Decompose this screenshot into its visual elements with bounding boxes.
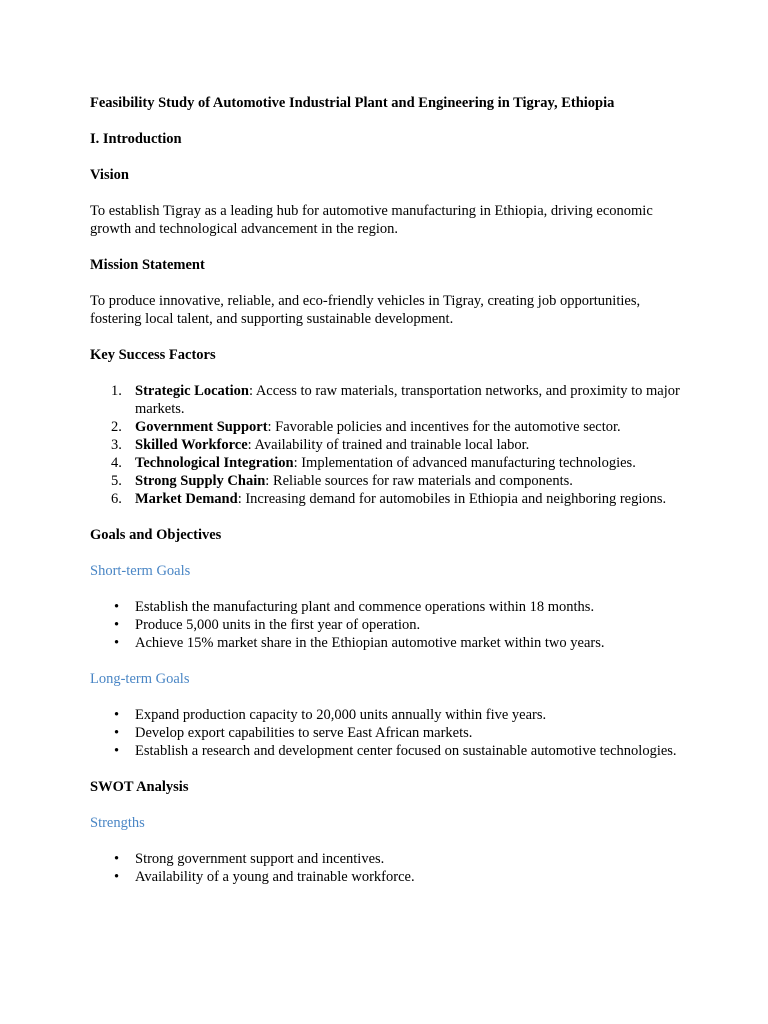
list-item — [90, 850, 690, 868]
vision-text: To establish Tigray as a leading hub for automotive manufacturing in Ethiopia, driving economic growth and technological advancement in the region. — [90, 203, 653, 237]
list-item — [90, 634, 690, 652]
bullet-icon: • — [114, 707, 120, 723]
bullet-icon: • — [114, 635, 120, 651]
goal-text: Establish a research and development center focused on sustainable automotive technologies. — [135, 743, 677, 759]
goal-text: Develop export capabilities to serve East African markets. — [135, 725, 473, 741]
factor-description: : Availability of trained and trainable local labor. — [247, 437, 530, 453]
bullet-icon: • — [114, 869, 120, 885]
list-item — [90, 868, 690, 886]
list-number: 3. — [111, 437, 122, 453]
factor-term: Strategic Location — [135, 383, 249, 399]
document-title: Feasibility Study of Automotive Industrial Plant and Engineering in Tigray, Ethiopia — [90, 95, 615, 111]
factor-description: : Favorable policies and incentives for the automotive sector. — [267, 419, 621, 435]
factor-term: Market Demand — [135, 491, 238, 507]
mission-text: To produce innovative, reliable, and eco-friendly vehicles in Tigray, creating job opportunities, fostering local talent, and supporting sustainable development. — [90, 293, 641, 327]
long-term-goals-heading: Long-term Goals — [90, 671, 190, 687]
list-item — [90, 742, 690, 760]
list-item — [90, 454, 690, 472]
goal-text: Establish the manufacturing plant and commence operations within 18 months. — [135, 599, 595, 615]
strength-text: Availability of a young and trainable workforce. — [135, 869, 415, 885]
swot-heading: SWOT Analysis — [90, 779, 189, 795]
bullet-icon: • — [114, 617, 120, 633]
list-number: 5. — [111, 473, 122, 489]
section-heading-introduction: I. Introduction — [90, 131, 182, 147]
list-number: 1. — [111, 383, 122, 399]
list-item — [90, 436, 690, 454]
list-number: 2. — [111, 419, 122, 435]
short-term-goals-heading: Short-term Goals — [90, 563, 191, 579]
list-item — [90, 724, 690, 742]
bullet-icon: • — [114, 743, 120, 759]
vision-heading: Vision — [90, 167, 129, 183]
long-term-goals-list — [90, 706, 690, 760]
list-item — [90, 706, 690, 724]
mission-heading: Mission Statement — [90, 257, 205, 273]
bullet-icon: • — [114, 599, 120, 615]
factor-description: : Reliable sources for raw materials and components. — [265, 473, 573, 489]
document-body — [90, 94, 690, 886]
key-success-factors-list — [90, 382, 690, 508]
bullet-icon: • — [114, 851, 120, 867]
list-item — [90, 490, 690, 508]
factor-term: Skilled Workforce — [135, 437, 248, 453]
goal-text: Achieve 15% market share in the Ethiopian automotive market within two years. — [135, 635, 605, 651]
strength-text: Strong government support and incentives. — [135, 851, 385, 867]
short-term-goals-list — [90, 598, 690, 652]
factor-term: Government Support — [135, 419, 268, 435]
factor-description: : Increasing demand for automobiles in Ethiopia and neighboring regions. — [237, 491, 667, 507]
bullet-icon: • — [114, 725, 120, 741]
goal-text: Produce 5,000 units in the first year of operation. — [135, 617, 421, 633]
goals-heading: Goals and Objectives — [90, 527, 222, 543]
strengths-list — [90, 850, 690, 886]
factor-description: : Access to raw materials, transportation networks, and proximity to major markets. — [135, 383, 680, 417]
factor-term: Technological Integration — [135, 455, 294, 471]
list-item — [90, 598, 690, 616]
list-item — [90, 472, 690, 490]
list-item — [90, 418, 690, 436]
goal-text: Expand production capacity to 20,000 units annually within five years. — [135, 707, 547, 723]
list-item — [90, 616, 690, 634]
list-number: 4. — [111, 455, 122, 471]
list-number: 6. — [111, 491, 122, 507]
strengths-heading: Strengths — [90, 815, 145, 831]
factor-description: : Implementation of advanced manufacturing technologies. — [293, 455, 636, 471]
list-item — [90, 382, 690, 418]
key-success-factors-heading: Key Success Factors — [90, 347, 216, 363]
factor-term: Strong Supply Chain — [135, 473, 266, 489]
